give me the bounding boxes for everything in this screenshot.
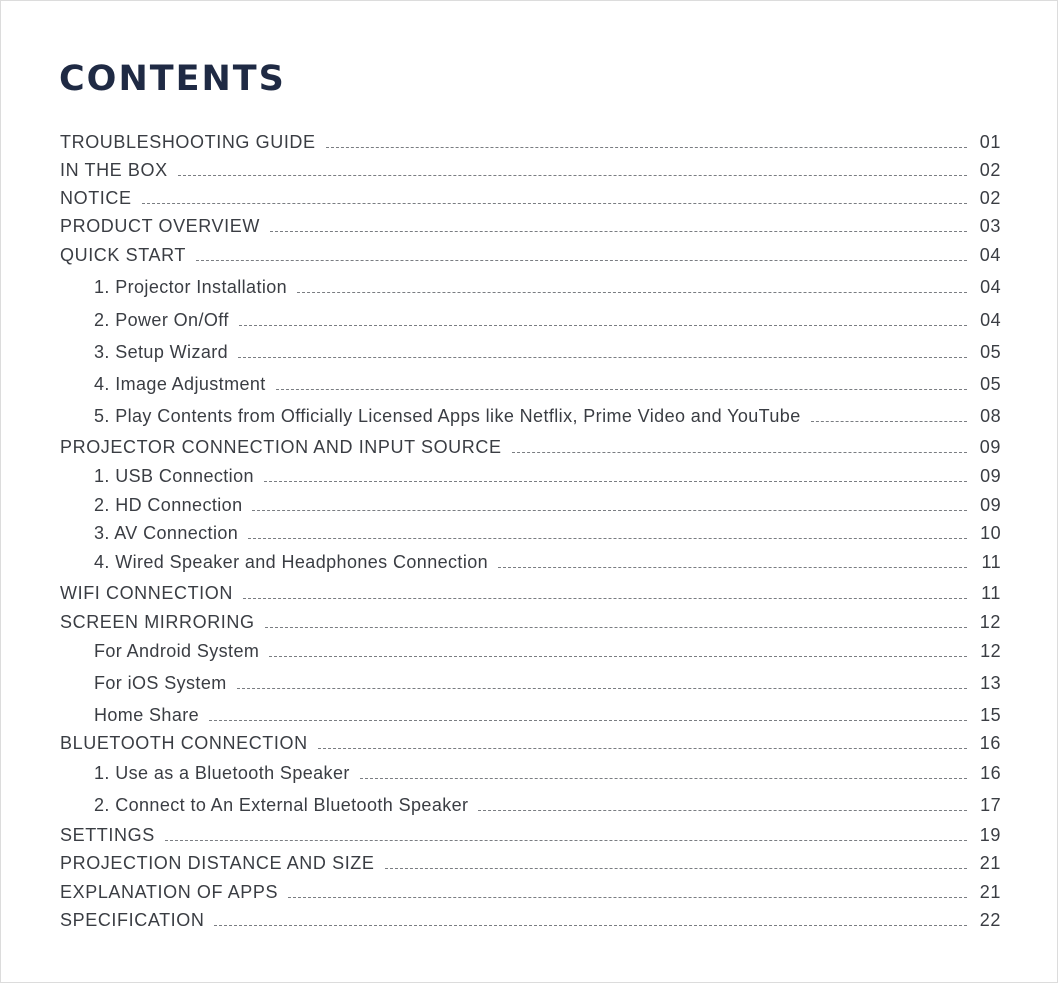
toc-entry-label: SETTINGS (60, 825, 155, 845)
toc-entry (60, 243, 1001, 267)
toc-subentry (94, 671, 1001, 695)
toc-subentry (94, 372, 1001, 396)
toc-subentry (94, 464, 1001, 488)
dot-leader (237, 688, 967, 689)
toc-entry-label: BLUETOOTH CONNECTION (60, 733, 308, 753)
toc-entry-label: NOTICE (60, 188, 132, 208)
dot-leader (297, 292, 967, 293)
toc-page-number: 21 (979, 882, 1001, 902)
toc-page-number: 12 (979, 612, 1001, 632)
dot-leader (142, 203, 967, 204)
toc-page-number: 09 (980, 495, 1001, 515)
dot-leader (264, 481, 967, 482)
toc-entry-label: SCREEN MIRRORING (60, 612, 255, 632)
toc-page-number: 11 (981, 583, 1001, 603)
toc-entry-label: EXPLANATION OF APPS (60, 882, 279, 902)
dot-leader (265, 627, 967, 628)
toc-page-number: 08 (980, 406, 1001, 426)
toc-subentry (94, 308, 1001, 332)
dot-leader (165, 840, 967, 841)
toc-entry-label: 5. Play Contents from Officially Licensed Apps like Netflix, Prime Video and YouTube (94, 406, 801, 426)
toc-entry (60, 851, 1001, 875)
dot-leader (178, 175, 967, 176)
toc-page-number: 10 (980, 523, 1001, 543)
toc-subentry (94, 521, 1001, 545)
dot-leader (288, 897, 967, 898)
toc-entry-label: 2. Power On/Off (94, 310, 229, 330)
dot-leader (478, 810, 967, 811)
dot-leader (270, 231, 967, 232)
toc-entry (60, 731, 1001, 755)
dot-leader (209, 720, 967, 721)
toc-entry (60, 214, 1001, 238)
toc-entry-label: 4. Image Adjustment (94, 374, 266, 394)
toc-page-number: 12 (980, 641, 1001, 661)
toc-entry (60, 581, 1001, 605)
toc-subentry (94, 493, 1001, 517)
toc-page-number: 03 (979, 216, 1001, 236)
toc-entry-label: 2. HD Connection (94, 495, 243, 515)
toc-entry-label: PROJECTOR CONNECTION AND INPUT SOURCE (60, 437, 502, 457)
toc-entry (60, 908, 1001, 932)
toc-entry-label: 1. Projector Installation (94, 277, 288, 297)
toc-subentry (94, 703, 1001, 727)
dot-leader (512, 452, 967, 453)
toc-entry-label: 1. USB Connection (94, 466, 254, 486)
toc-subentry (94, 340, 1001, 364)
toc-page-number: 19 (979, 825, 1001, 845)
toc-entry (60, 610, 1001, 634)
toc-entry-label: WIFI CONNECTION (60, 583, 233, 603)
toc-subentry (94, 550, 1001, 574)
toc-page-number: 02 (979, 160, 1001, 180)
dot-leader (214, 925, 967, 926)
toc-entry-label: PRODUCT OVERVIEW (60, 216, 260, 236)
dot-leader (239, 325, 967, 326)
toc-subentry (94, 793, 1001, 817)
toc-entry (60, 880, 1001, 904)
toc-entry-label: IN THE BOX (60, 160, 168, 180)
toc-page-number: 02 (979, 188, 1001, 208)
toc-entry-label: 2. Connect to An External Bluetooth Speaker (94, 795, 469, 815)
toc-entry-label: 1. Use as a Bluetooth Speaker (94, 763, 350, 783)
toc-page-number: 11 (981, 552, 1001, 572)
page-title: CONTENTS (59, 59, 286, 99)
toc-page-number: 09 (980, 466, 1001, 486)
toc-page-number: 16 (980, 763, 1001, 783)
toc-entry (60, 823, 1001, 847)
table-of-contents (1, 1, 1058, 984)
toc-entry-label: 3. AV Connection (94, 523, 239, 543)
toc-page-number: 04 (980, 310, 1001, 330)
toc-entry-label: Home Share (94, 705, 200, 725)
dot-leader (498, 567, 967, 568)
toc-entry-label: PROJECTION DISTANCE AND SIZE (60, 853, 375, 873)
toc-page-number: 05 (980, 342, 1001, 362)
dot-leader (811, 421, 967, 422)
dot-leader (318, 748, 967, 749)
toc-subentry (94, 275, 1001, 299)
toc-subentry (94, 761, 1001, 785)
toc-page-number: 17 (980, 795, 1001, 815)
dot-leader (252, 510, 967, 511)
dot-leader (243, 598, 967, 599)
toc-page-number: 16 (979, 733, 1001, 753)
toc-page-number: 21 (979, 853, 1001, 873)
toc-entry-label: 4. Wired Speaker and Headphones Connection (94, 552, 489, 572)
toc-page-number: 09 (979, 437, 1001, 457)
dot-leader (248, 538, 967, 539)
toc-page-number: 04 (979, 245, 1001, 265)
toc-page-number: 01 (979, 132, 1001, 152)
dot-leader (276, 389, 967, 390)
dot-leader (196, 260, 967, 261)
dot-leader (360, 778, 967, 779)
toc-entry-label: QUICK START (60, 245, 186, 265)
toc-entry (60, 158, 1001, 182)
toc-entry (60, 186, 1001, 210)
toc-entry-label: SPECIFICATION (60, 910, 205, 930)
toc-page-number: 15 (980, 705, 1001, 725)
dot-leader (238, 357, 967, 358)
toc-entry (60, 435, 1001, 459)
dot-leader (326, 147, 967, 148)
toc-entry-label: TROUBLESHOOTING GUIDE (60, 132, 316, 152)
toc-page-number: 05 (980, 374, 1001, 394)
toc-entry-label: 3. Setup Wizard (94, 342, 229, 362)
toc-page-number: 22 (979, 910, 1001, 930)
toc-entry (60, 130, 1001, 154)
toc-entry-label: For iOS System (94, 673, 227, 693)
toc-subentry (94, 639, 1001, 663)
dot-leader (385, 868, 967, 869)
toc-page-number: 04 (980, 277, 1001, 297)
toc-subentry (94, 404, 1001, 428)
dot-leader (269, 656, 967, 657)
toc-page-number: 13 (980, 673, 1001, 693)
toc-entry-label: For Android System (94, 641, 260, 661)
